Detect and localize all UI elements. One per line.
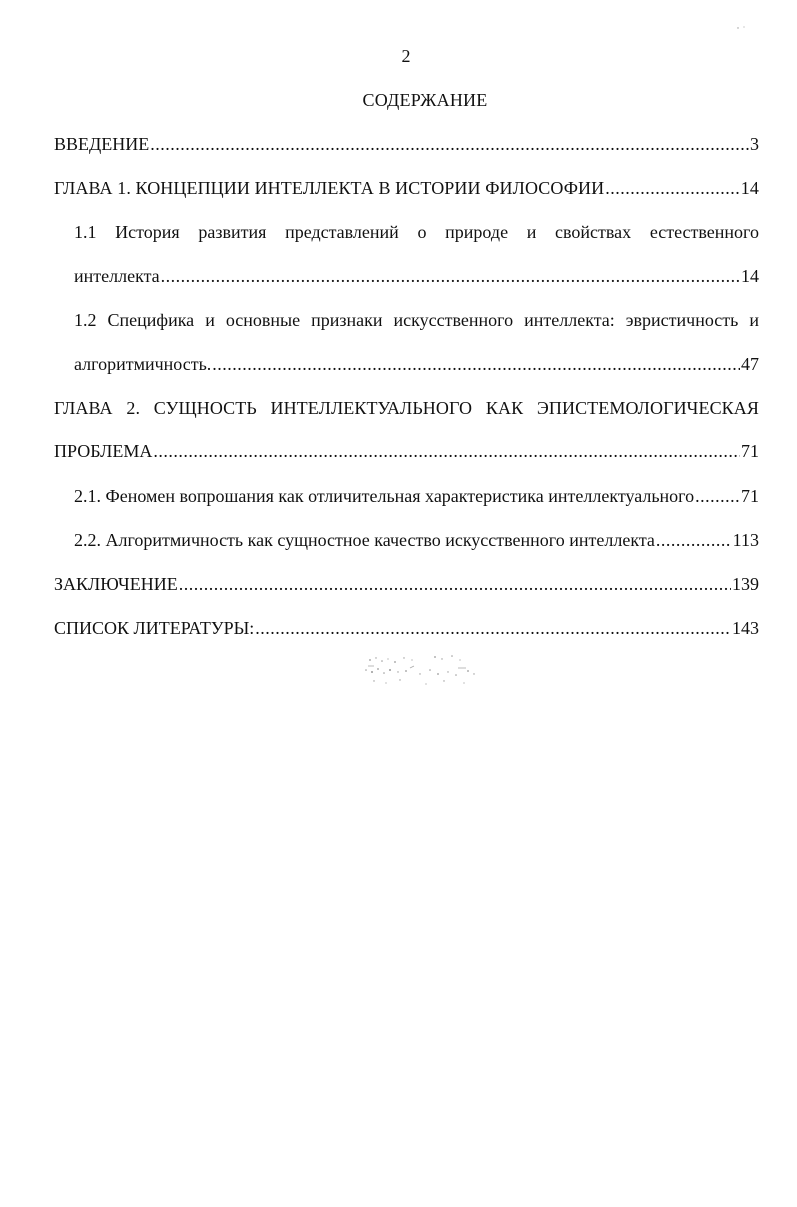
toc-entry-page: 113 bbox=[732, 530, 759, 550]
toc-entry-section-2-2[interactable] bbox=[74, 529, 759, 551]
toc-entry-label: СПИСОК ЛИТЕРАТУРЫ: bbox=[54, 618, 255, 638]
toc-entry-label: интеллекта bbox=[74, 266, 160, 286]
dot-leader bbox=[605, 177, 740, 199]
toc-entry-page: 139 bbox=[732, 574, 759, 594]
toc-entry-references[interactable] bbox=[54, 617, 759, 639]
toc-entry-section-1-1-line1[interactable]: 1.1 История развития представлений о природе и свойствах естественного bbox=[74, 222, 759, 242]
toc-entry-conclusion[interactable] bbox=[54, 573, 759, 595]
toc-title: СОДЕРЖАНИЕ bbox=[362, 90, 488, 110]
dot-leader bbox=[656, 529, 732, 551]
toc-entry-page: 47 bbox=[741, 354, 759, 374]
toc-entry-chapter-2-line1[interactable]: ГЛАВА 2. СУЩНОСТЬ ИНТЕЛЛЕКТУАЛЬНОГО КАК ЭПИСТЕМОЛОГИЧЕСКАЯ bbox=[54, 398, 759, 418]
toc-entry-label: алгоритмичность. bbox=[74, 354, 212, 374]
toc-entry-section-1-2-line1[interactable]: 1.2 Специфика и основные признаки искусственного интеллекта: эвристичность и bbox=[74, 310, 759, 330]
toc-entry-label: ГЛАВА 1. КОНЦЕПЦИИ ИНТЕЛЛЕКТА В ИСТОРИИ ФИЛОСОФИИ bbox=[54, 178, 605, 198]
toc-entry-intro[interactable] bbox=[54, 133, 759, 155]
dot-leader bbox=[255, 617, 731, 639]
toc-entry-page: 14 bbox=[740, 178, 759, 198]
toc-entry-label: ПРОБЛЕМА bbox=[54, 441, 153, 461]
dot-leader bbox=[695, 485, 740, 507]
scan-artifact bbox=[736, 18, 746, 24]
dot-leader bbox=[212, 353, 740, 375]
toc-entry-label: ВВЕДЕНИЕ bbox=[54, 134, 150, 154]
toc-entry-label: ЗАКЛЮЧЕНИЕ bbox=[54, 574, 178, 594]
toc-entry-page: 71 bbox=[741, 441, 759, 461]
toc-entry-chapter-2[interactable] bbox=[54, 440, 759, 462]
toc-entry-label: 2.2. Алгоритмичность как сущностное качество искусственного интеллекта bbox=[74, 530, 655, 550]
toc-entry-section-2-1[interactable] bbox=[74, 485, 759, 507]
toc-entry-section-1-1[interactable] bbox=[74, 265, 759, 287]
toc-entry-page: 143 bbox=[732, 618, 759, 638]
dot-leader bbox=[161, 265, 740, 287]
dot-leader bbox=[153, 440, 740, 462]
dot-leader bbox=[150, 133, 749, 155]
dot-leader bbox=[179, 573, 731, 595]
toc-entry-page: 3 bbox=[750, 134, 759, 154]
page-number: 2 bbox=[401, 46, 411, 66]
faded-stamp bbox=[360, 650, 485, 692]
toc-entry-section-1-2[interactable] bbox=[74, 353, 759, 375]
toc-entry-chapter-1[interactable] bbox=[54, 177, 759, 199]
toc-entry-page: 71 bbox=[741, 486, 759, 506]
toc-entry-label: 2.1. Феномен вопрошания как отличительная характеристика интеллектуального bbox=[74, 486, 695, 506]
toc-entry-page: 14 bbox=[741, 266, 759, 286]
